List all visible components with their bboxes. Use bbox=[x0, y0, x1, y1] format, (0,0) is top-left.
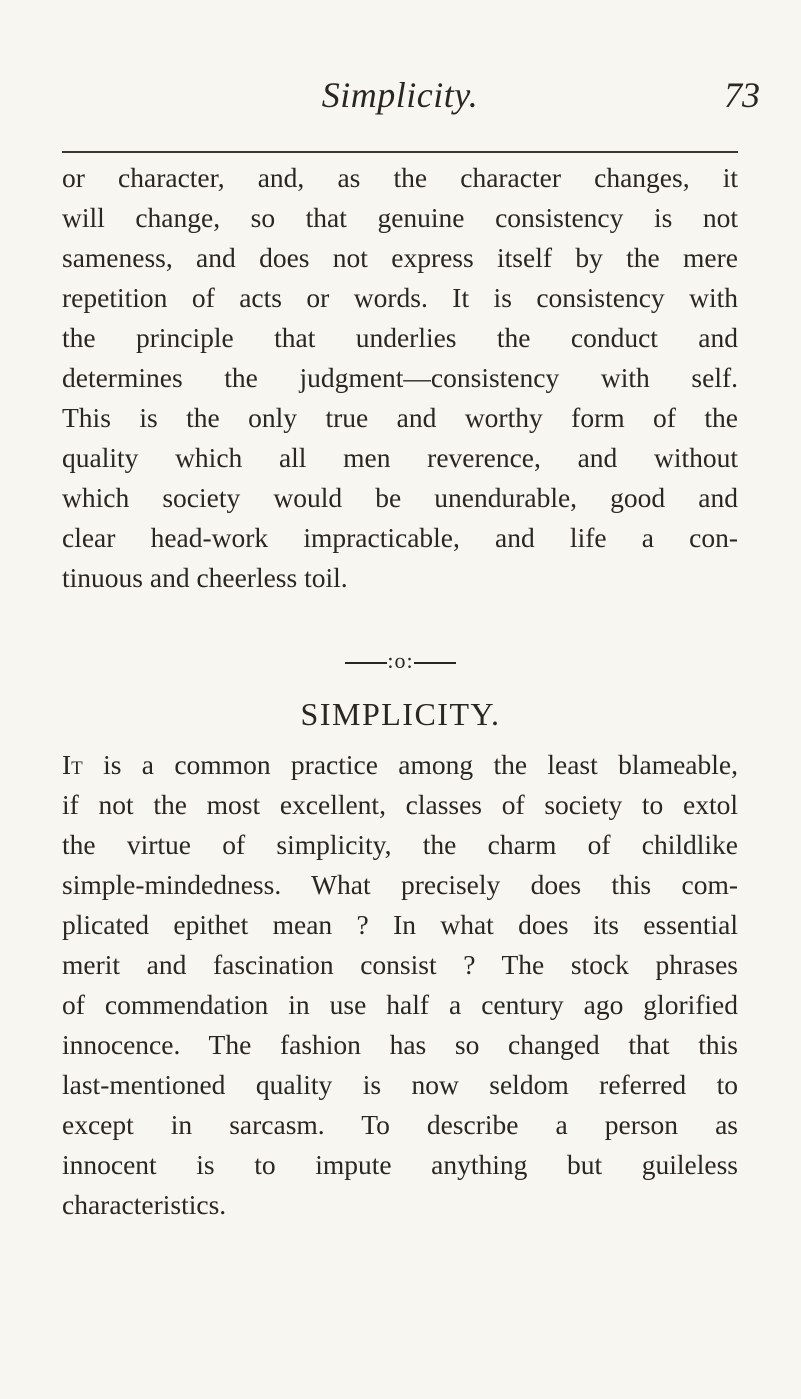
separator-rule-left bbox=[345, 662, 387, 664]
first-line-rest: is a common practice among the least blameable, bbox=[82, 749, 738, 780]
text-line: merit and fascination consist ? The stock phrases bbox=[62, 949, 738, 980]
text-line: This is the only true and worthy form of the bbox=[62, 402, 738, 433]
paragraph-simplicity bbox=[62, 745, 738, 1225]
text-line: simple-mindedness. What precisely does this com- bbox=[62, 869, 738, 900]
text-line: quality which all men reverence, and without bbox=[62, 442, 738, 473]
text-line-first bbox=[62, 745, 738, 785]
text-line: the virtue of simplicity, the charm of childlike bbox=[62, 829, 738, 860]
page-number: 73 bbox=[724, 75, 760, 115]
text-line: plicated epithet mean ? In what does its essential bbox=[62, 909, 738, 940]
text-line: sameness, and does not express itself by the mere bbox=[62, 242, 738, 273]
text-line: last-mentioned quality is now seldom referred to bbox=[62, 1069, 738, 1100]
text-line: or character, and, as the character changes, it bbox=[62, 162, 738, 193]
running-head bbox=[40, 66, 760, 116]
first-word: It bbox=[62, 749, 83, 780]
separator-rule-right bbox=[414, 662, 456, 664]
text-line: clear head-work impracticable, and life a con- bbox=[62, 522, 738, 553]
text-line: tinuous and cheerless toil. bbox=[62, 562, 348, 593]
text-line: except in sarcasm. To describe a person as bbox=[62, 1109, 738, 1140]
text-line: innocence. The fashion has so changed that this bbox=[62, 1029, 738, 1060]
header-rule bbox=[62, 151, 738, 153]
text-line: will change, so that genuine consistency is not bbox=[62, 202, 738, 233]
text-line: which society would be unendurable, good and bbox=[62, 482, 738, 513]
text-line: innocent is to impute anything but guileless bbox=[62, 1149, 738, 1180]
text-line: of commendation in use half a century ago glorified bbox=[62, 989, 738, 1020]
running-title: Simplicity. bbox=[321, 75, 479, 115]
text-line: repetition of acts or words. It is consistency with bbox=[62, 282, 738, 313]
text-line: characteristics. bbox=[62, 1189, 227, 1220]
text-line: if not the most excellent, classes of society to extol bbox=[62, 789, 738, 820]
text-line: the principle that underlies the conduct and bbox=[62, 322, 738, 353]
section-heading: SIMPLICITY. bbox=[300, 696, 501, 732]
text-line: determines the judgment—consistency with self. bbox=[62, 362, 738, 393]
separator-mark: :o: bbox=[387, 648, 414, 673]
paragraph-continued bbox=[62, 158, 738, 598]
section-separator bbox=[0, 648, 801, 674]
